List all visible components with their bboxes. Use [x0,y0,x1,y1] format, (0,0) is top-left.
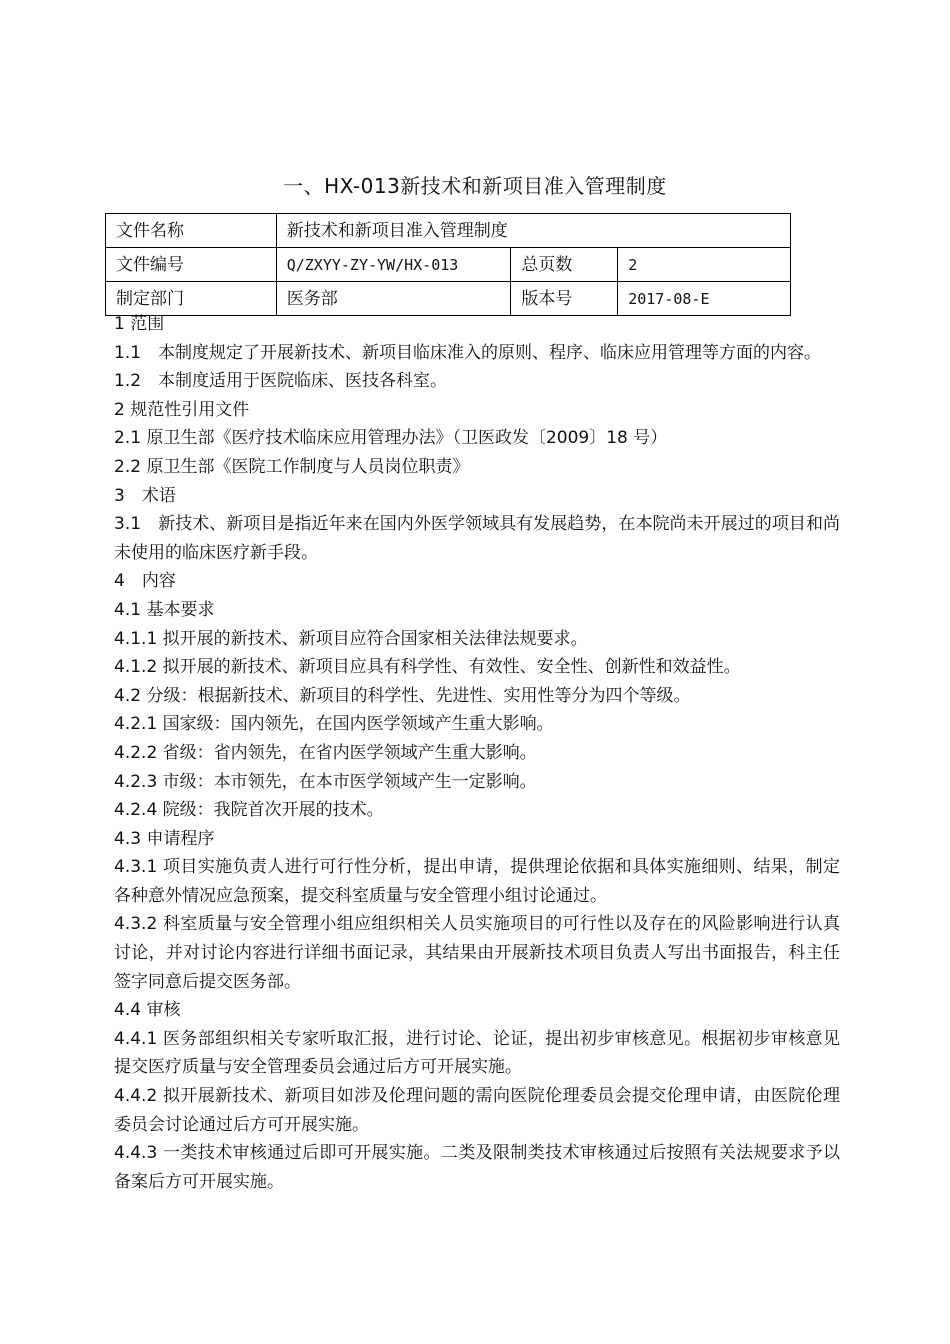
value-department: 医务部 [276,282,511,316]
table-row [106,248,791,282]
table-row [106,214,791,248]
subsection-heading: 4.1 基本要求 [114,599,215,620]
paragraph: 3.1 新技术、新项目是指近年来在国内外医学领域具有发展趋势，在本院尚未开展过的项目和尚未使用的临床医疗新手段。 [114,514,840,563]
paragraph: 4.3.1 项目实施负责人进行可行性分析，提出申请，提供理论依据和具体实施细则、结果，制定各种意外情况应急预案，提交科室质量与安全管理小组讨论通过。 [114,857,840,906]
paragraph: 4.1.1 拟开展的新技术、新项目应符合国家相关法律法规要求。 [114,628,588,649]
paragraph: 4.2.4 院级：我院首次开展的技术。 [114,800,384,821]
document-body [114,310,840,1196]
paragraph: 4.2 分级：根据新技术、新项目的科学性、先进性、实用性等分为四个等级。 [114,685,691,706]
paragraph: 1.2 本制度适用于医院临床、医技各科室。 [114,371,448,392]
value-total-pages: 2 [618,248,791,282]
paragraph: 4.4.3 一类技术审核通过后即可开展实施。二类及限制类技术审核通过后按照有关法规要求予以备案后方可开展实施。 [114,1143,840,1192]
value-version: 2017-08-E [618,282,791,316]
paragraph: 2.1 原卫生部《医疗技术临床应用管理办法》（卫医政发〔2009〕18 号） [114,428,668,449]
subsection-heading: 4.4 审核 [114,1000,181,1021]
subsection-heading: 4.3 申请程序 [114,828,215,849]
paragraph: 4.4.2 拟开展新技术、新项目如涉及伦理问题的需向医院伦理委员会提交伦理申请，由医院伦理委员会讨论通过后方可开展实施。 [114,1086,840,1135]
label-file-number: 文件编号 [106,248,277,282]
page-title: 一、HX-013新技术和新项目准入管理制度 [283,174,667,198]
label-department: 制定部门 [106,282,277,316]
paragraph: 4.1.2 拟开展的新技术、新项目应具有科学性、有效性、安全性、创新性和效益性。 [114,657,741,678]
paragraph: 4.3.2 科室质量与安全管理小组应组织相关人员实施项目的可行性以及存在的风险影响进行认真讨论，并对讨论内容进行详细书面记录，其结果由开展新技术项目负责人写出书面报告，科主任签字同意后提交医务部。 [114,914,840,992]
paragraph: 4.2.3 市级：本市领先，在本市医学领域产生一定影响。 [114,771,537,792]
paragraph: 4.4.1 医务部组织相关专家听取汇报，进行讨论、论证，提出初步审核意见。根据初步审核意见提交医疗质量与安全管理委员会通过后方可开展实施。 [114,1028,840,1078]
label-total-pages: 总页数 [511,248,618,282]
paragraph: 1.1 本制度规定了开展新技术、新项目临床准入的原则、程序、临床应用管理等方面的内容。 [114,342,822,363]
value-file-number: Q/ZXYY-ZY-YW/HX-013 [276,248,511,282]
label-version: 版本号 [511,282,618,316]
value-file-name: 新技术和新项目准入管理制度 [276,214,790,248]
document-info-table [105,213,791,316]
label-file-name: 文件名称 [106,214,277,248]
paragraph: 2.2 原卫生部《医院工作制度与人员岗位职责》 [114,456,470,477]
paragraph: 4.2.2 省级：省内领先，在省内医学领域产生重大影响。 [114,742,537,763]
section-heading: 1 范围 [114,314,165,334]
section-heading: 3 术语 [114,485,176,506]
paragraph: 4.2.1 国家级：国内领先，在国内医学领域产生重大影响。 [114,714,554,735]
section-heading: 4 内容 [114,571,176,592]
section-heading: 2 规范性引用文件 [114,399,250,420]
